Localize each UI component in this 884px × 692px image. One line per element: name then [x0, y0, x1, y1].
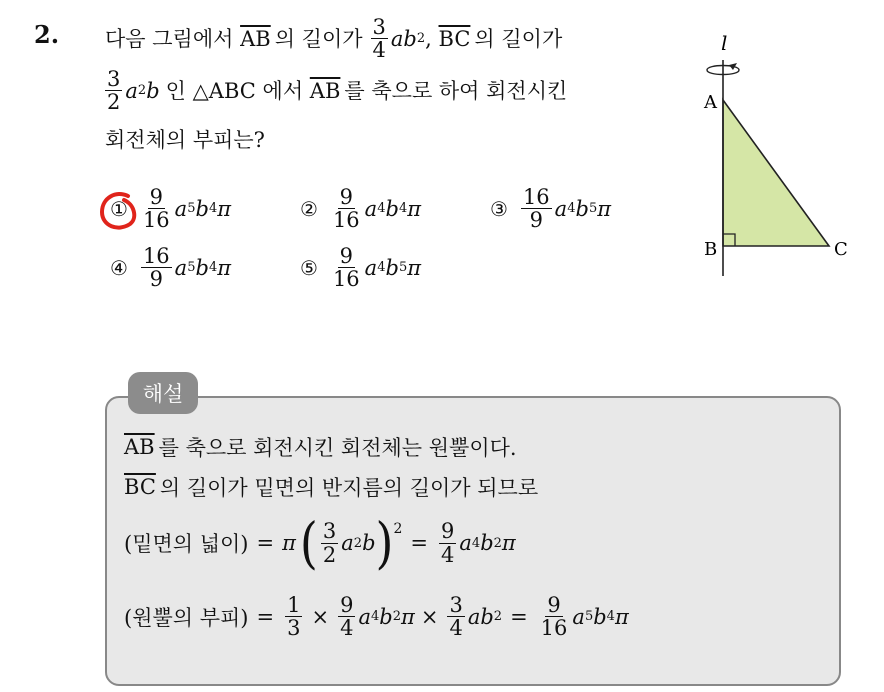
triangle-figure [695, 30, 865, 285]
solution-line-1: $\overline{AB}$ 를 축으로 회전시킨 회전체는 원뿔이다. [124, 435, 517, 460]
choice-3[interactable]: ③ $\frac{16}{9}$ a 4 b 5 π [490, 185, 612, 233]
triangle-abc: △ABC [192, 78, 256, 103]
bc-josa: 의 길이가 [474, 26, 563, 51]
problem-number: 2. [34, 20, 60, 49]
choice-1[interactable]: ① $\frac{9}{16}$ a 5 b 4 π [110, 185, 232, 233]
vertex-label-a: A [704, 92, 717, 113]
triangle-shape [723, 100, 829, 246]
ab-josa: 의 길이가 [274, 26, 363, 51]
solution-line-3: (밑면의 넓이) = π ( $\frac{3}{2}$ a 2 b ) $^2$ = $\frac{9}{4}$ a 4 b 2 π [124, 510, 516, 576]
ab-length-fraction: $\frac{3}{4}$ [372, 15, 386, 63]
choice-5[interactable]: ⑤ $\frac{9}{16}$ a 4 b 5 π [300, 244, 422, 292]
choice-2[interactable]: ② $\frac{9}{16}$ a 4 b 4 π [300, 185, 422, 233]
problem-line-2: $\frac{3}{2}$ a 2 b 인 △ABC 에서 $\overline{AB}$ 를 축으로 하여 회전시킨 [107, 67, 568, 115]
segment-bc: $\overline{BC}$ [438, 26, 471, 51]
segment-ab: $\overline{AB}$ [240, 26, 271, 51]
solution-line-2: $\overline{BC}$ 의 길이가 밑면의 반지름의 길이가 되므로 [124, 475, 539, 500]
problem-intro: 다음 그림에서 [105, 26, 234, 51]
vertex-label-b: B [704, 239, 718, 260]
problem-line-1: 다음 그림에서 $\overline{AB}$ 의 길이가 $\frac{3}{4}$ ab 2 , $\overline{BC}$ 의 길이가 [105, 15, 563, 63]
solution-line-4: (원뿔의 부피) = $\frac{1}{3}$ × $\frac{9}{4}$ a 4 b 2 π × $\frac{3}{4}$ ab 2 = $\frac{9}{16}$ a 5 b 4 π [124, 593, 629, 641]
answer-circle-mark [98, 190, 140, 234]
choice-4[interactable]: ④ $\frac{16}{9}$ a 5 b 4 π [110, 244, 232, 292]
problem-line-3: 회전체의 부피는? [105, 128, 265, 152]
vertex-label-c: C [834, 239, 848, 260]
axis-label-l: l [721, 31, 728, 55]
solution-tag: 해설 [128, 372, 198, 414]
bc-length-fraction: $\frac{3}{2}$ [107, 67, 121, 115]
